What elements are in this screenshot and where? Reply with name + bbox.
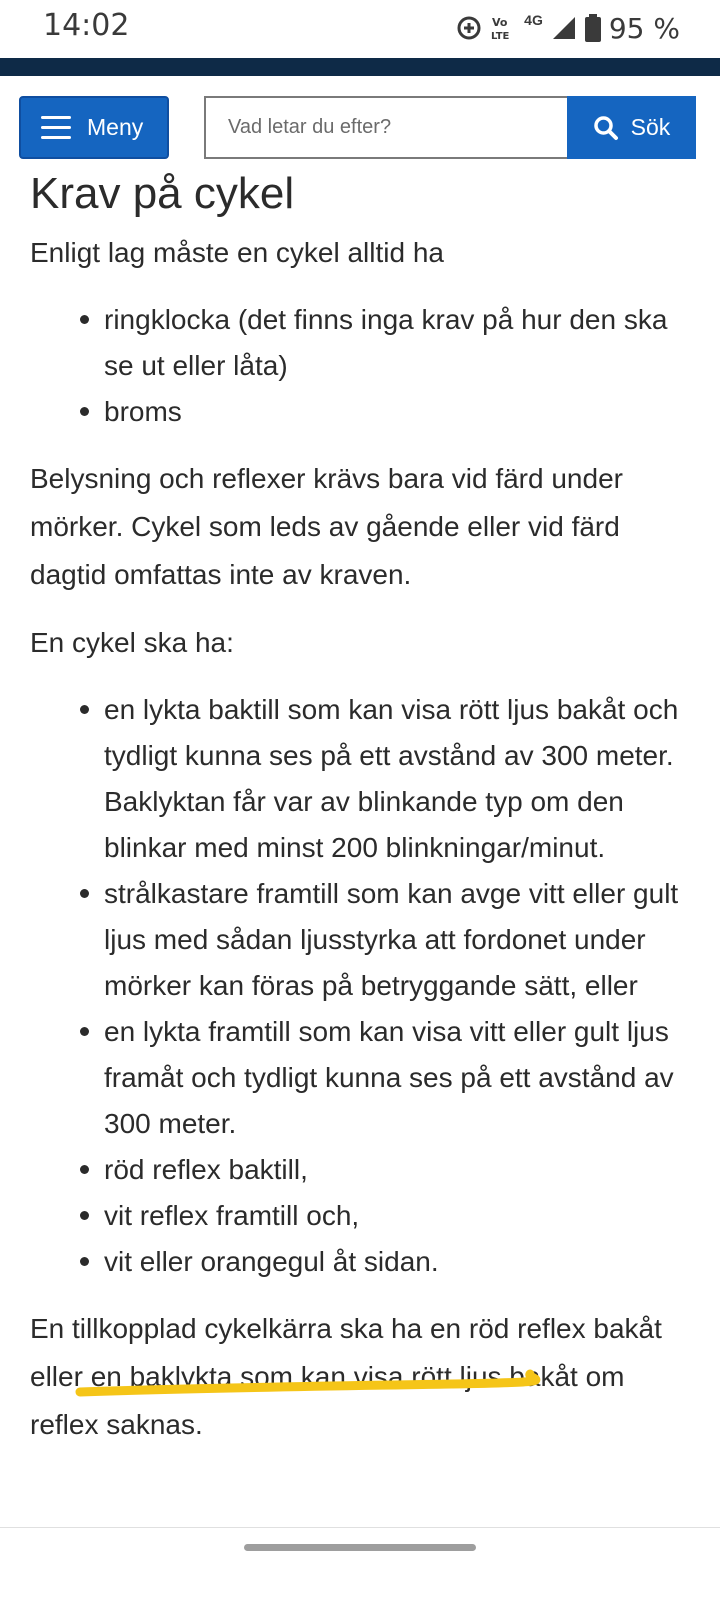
network-type-label: 4G <box>524 12 543 28</box>
must-have-list <box>30 687 690 1285</box>
list-item: röd reflex baktill, <box>30 1147 690 1193</box>
svg-text:Vo: Vo <box>492 16 508 29</box>
list-item: en lykta baktill som kan visa rött ljus bakåt och tydligt kunna ses på ett avstånd av 300 meter. Baklyktan får var av blinkande typ om den blinkar med minst 200 blinkningar/minut. <box>30 687 690 871</box>
intro-text: Enligt lag måste en cykel alltid ha <box>30 237 444 268</box>
page-title: Krav på cykel <box>30 169 295 218</box>
volte-icon <box>490 14 516 42</box>
signal-icon <box>551 15 577 41</box>
status-icons <box>456 10 680 46</box>
search-button[interactable] <box>567 96 696 159</box>
search-button-label: Sök <box>630 114 671 140</box>
list-item-highlighted: vit eller orangegul åt sidan. <box>30 1239 690 1285</box>
menu-label: Meny <box>87 114 144 140</box>
gesture-nav-bar <box>0 1527 720 1601</box>
data-saver-icon <box>456 15 482 41</box>
menu-button[interactable] <box>19 96 169 159</box>
gesture-handle[interactable] <box>244 1544 476 1551</box>
site-header <box>0 76 720 176</box>
always-required-list <box>30 297 690 435</box>
search-icon <box>593 115 619 141</box>
battery-icon <box>585 14 601 42</box>
hamburger-icon <box>41 116 71 140</box>
svg-text:LTE: LTE <box>491 31 510 42</box>
status-bar <box>0 0 720 58</box>
must-have-intro: En cykel ska ha: <box>30 627 234 658</box>
site-topline <box>0 58 720 76</box>
status-time: 14:02 <box>43 8 130 43</box>
list-item: en lykta framtill som kan visa vitt eller gult ljus framåt och tydligt kunna ses på ett avstånd av 300 meter. <box>30 1009 690 1147</box>
list-item: strålkastare framtill som kan avge vitt eller gult ljus med sådan ljusstyrka att fordonet under mörker kan föras på betryggande sätt, eller <box>30 871 690 1009</box>
list-item: ringklocka (det finns inga krav på hur den ska se ut eller låta) <box>30 297 690 389</box>
battery-percentage: 95 % <box>608 11 680 45</box>
trailer-note: En tillkopplad cykelkärra ska ha en röd reflex bakåt eller en baklykta som kan visa rött ljus bakåt om reflex saknas. <box>30 1313 662 1440</box>
list-item: broms <box>30 389 690 435</box>
lights-note: Belysning och reflexer krävs bara vid färd under mörker. Cykel som leds av gående eller vid färd dagtid omfattas inte av kraven. <box>30 463 623 590</box>
list-item: vit reflex framtill och, <box>30 1193 690 1239</box>
search-input[interactable] <box>204 96 568 159</box>
article <box>30 163 690 1449</box>
